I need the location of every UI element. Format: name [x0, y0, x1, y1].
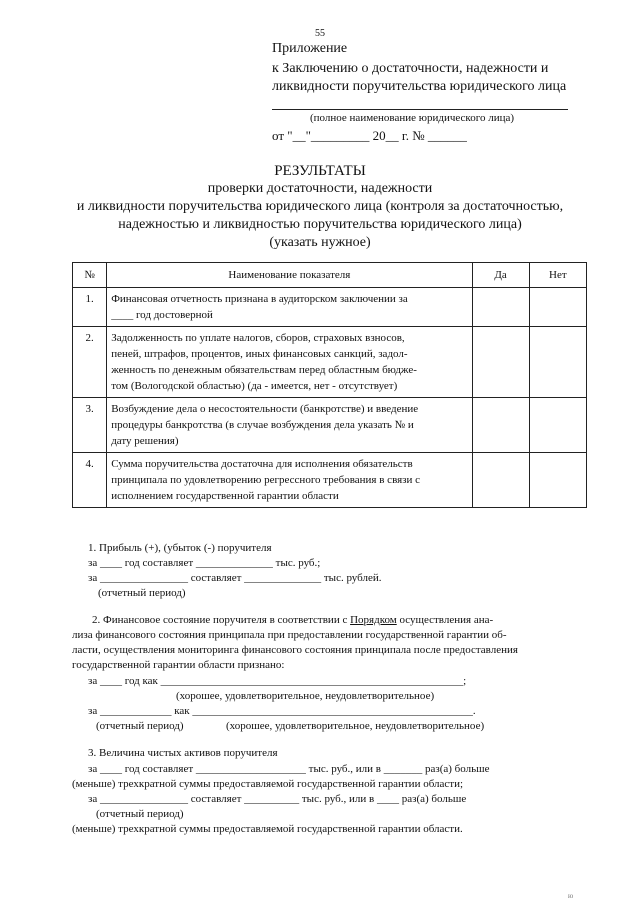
indicator-text: пеней, штрафов, процентов, иных финансовых санкций, задол- [111, 348, 408, 360]
section-1-line-2: за ________________ составляет ______________ тыс. рублей. [88, 572, 382, 584]
no-cell[interactable] [529, 453, 586, 508]
section-2-paragraph-2: лиза финансового состояния принципала при предоставлении государственной гарантии об- [72, 629, 507, 641]
table-row [73, 398, 587, 453]
column-header-yes: Да [472, 263, 529, 288]
section-3-title: 3. Величина чистых активов поручителя [88, 747, 278, 759]
section-2-caption-1: (хорошее, удовлетворительное, неудовлетворительное) [176, 690, 435, 702]
row-number: 4. [73, 453, 107, 508]
section-2-text: осуществления ана- [396, 614, 494, 626]
row-number: 1. [73, 288, 107, 327]
table-row [73, 288, 587, 327]
indicator-cell [107, 327, 472, 398]
column-header-number: № [73, 263, 107, 288]
no-cell[interactable] [529, 327, 586, 398]
row-number: 2. [73, 327, 107, 398]
section-2-paragraph-3: ласти, осуществления мониторинга финансового состояния принципала после предоставления [72, 644, 518, 656]
indicator-text: ____ год достоверной [111, 309, 213, 321]
indicator-cell [107, 398, 472, 453]
yes-cell[interactable] [472, 398, 529, 453]
indicator-text: дату решения) [111, 435, 179, 447]
title-line-4: (указать нужное) [269, 235, 371, 250]
indicator-text: принципала по удовлетворению регрессного требования в связи с [111, 474, 421, 486]
yes-cell[interactable] [472, 453, 529, 508]
order-link[interactable]: Порядком [350, 614, 397, 626]
appendix-line-2: к Заключению о достаточности, надежности и [272, 61, 549, 76]
section-3-caption: (отчетный период) [96, 808, 184, 820]
section-2-line-2: за _____________ как ___________________________________________________. [88, 705, 476, 717]
section-1-caption: (отчетный период) [98, 587, 186, 599]
page-number: 55 [315, 28, 325, 39]
indicator-text: Финансовая отчетность признана в аудиторском заключении за [111, 293, 408, 305]
section-3-line-4: (меньше) трехкратной суммы предоставляемой государственной гарантии области. [72, 823, 463, 835]
column-header-no: Нет [529, 263, 586, 288]
legal-entity-name-line [272, 109, 568, 110]
row-number: 3. [73, 398, 107, 453]
section-2-text: 2. Финансовое состояние поручителя в соответствии с [92, 614, 351, 626]
legal-entity-caption: (полное наименование юридического лица) [310, 112, 515, 124]
indicator-text: Возбуждение дела о несостоятельности (банкротстве) и введение [111, 403, 419, 415]
section-1-line-1: за ____ год составляет ______________ тыс. руб.; [88, 557, 321, 569]
section-1-title: 1. Прибыль (+), (убыток (-) поручителя [88, 542, 272, 554]
no-cell[interactable] [529, 288, 586, 327]
yes-cell[interactable] [472, 288, 529, 327]
yes-cell[interactable] [472, 327, 529, 398]
section-2-paragraph-1 [92, 613, 493, 628]
section-2-caption-2: (хорошее, удовлетворительное, неудовлетворительное) [226, 720, 485, 732]
corner-mark: ю [568, 892, 574, 900]
section-3-line-2: (меньше) трехкратной суммы предоставляемой государственной гарантии области; [72, 778, 464, 790]
column-header-indicator: Наименование показателя [107, 263, 472, 288]
indicators-table [72, 262, 587, 508]
indicator-text: том (Вологодской областью) (да - имеется, нет - отсутствует) [111, 380, 398, 392]
indicator-text: Задолженность по уплате налогов, сборов, страховых взносов, [111, 332, 405, 344]
indicator-text: процедуры банкротства (в случае возбуждения дела указать № и [111, 419, 414, 431]
appendix-date-line: от "__"_________ 20__ г. № ______ [272, 128, 467, 143]
section-3-line-3: за ________________ составляет __________ тыс. руб., или в ____ раз(а) больше [88, 793, 467, 805]
indicator-text: Сумма поручительства достаточна для исполнения обязательств [111, 458, 413, 470]
title-line-1: проверки достаточности, надежности [207, 181, 433, 196]
table-header-row [73, 263, 587, 288]
appendix-line-3: ликвидности поручительства юридического лица [272, 79, 567, 94]
title-line-2: и ликвидности поручительства юридического лица (контроля за достаточностью, [76, 199, 564, 214]
document-heading: РЕЗУЛЬТАТЫ [274, 163, 366, 179]
indicator-cell [107, 288, 472, 327]
section-2-paragraph-4: государственной гарантии области признано: [72, 659, 285, 671]
title-line-3: надежностью и ликвидностью поручительства юридического лица) [118, 217, 522, 232]
section-2-line-1: за ____ год как _______________________________________________________; [88, 675, 467, 687]
indicator-cell [107, 453, 472, 508]
no-cell[interactable] [529, 398, 586, 453]
appendix-title: Приложение [272, 41, 348, 56]
table-row [73, 327, 587, 398]
section-3-line-1: за ____ год составляет ____________________ тыс. руб., или в _______ раз(а) больше [88, 763, 490, 775]
section-2-caption-period: (отчетный период) [96, 720, 184, 732]
table-row [73, 453, 587, 508]
indicator-text: исполнением государственной гарантии области [111, 490, 339, 502]
indicator-text: женность по денежным обязательствам перед областным бюдже- [111, 364, 417, 376]
